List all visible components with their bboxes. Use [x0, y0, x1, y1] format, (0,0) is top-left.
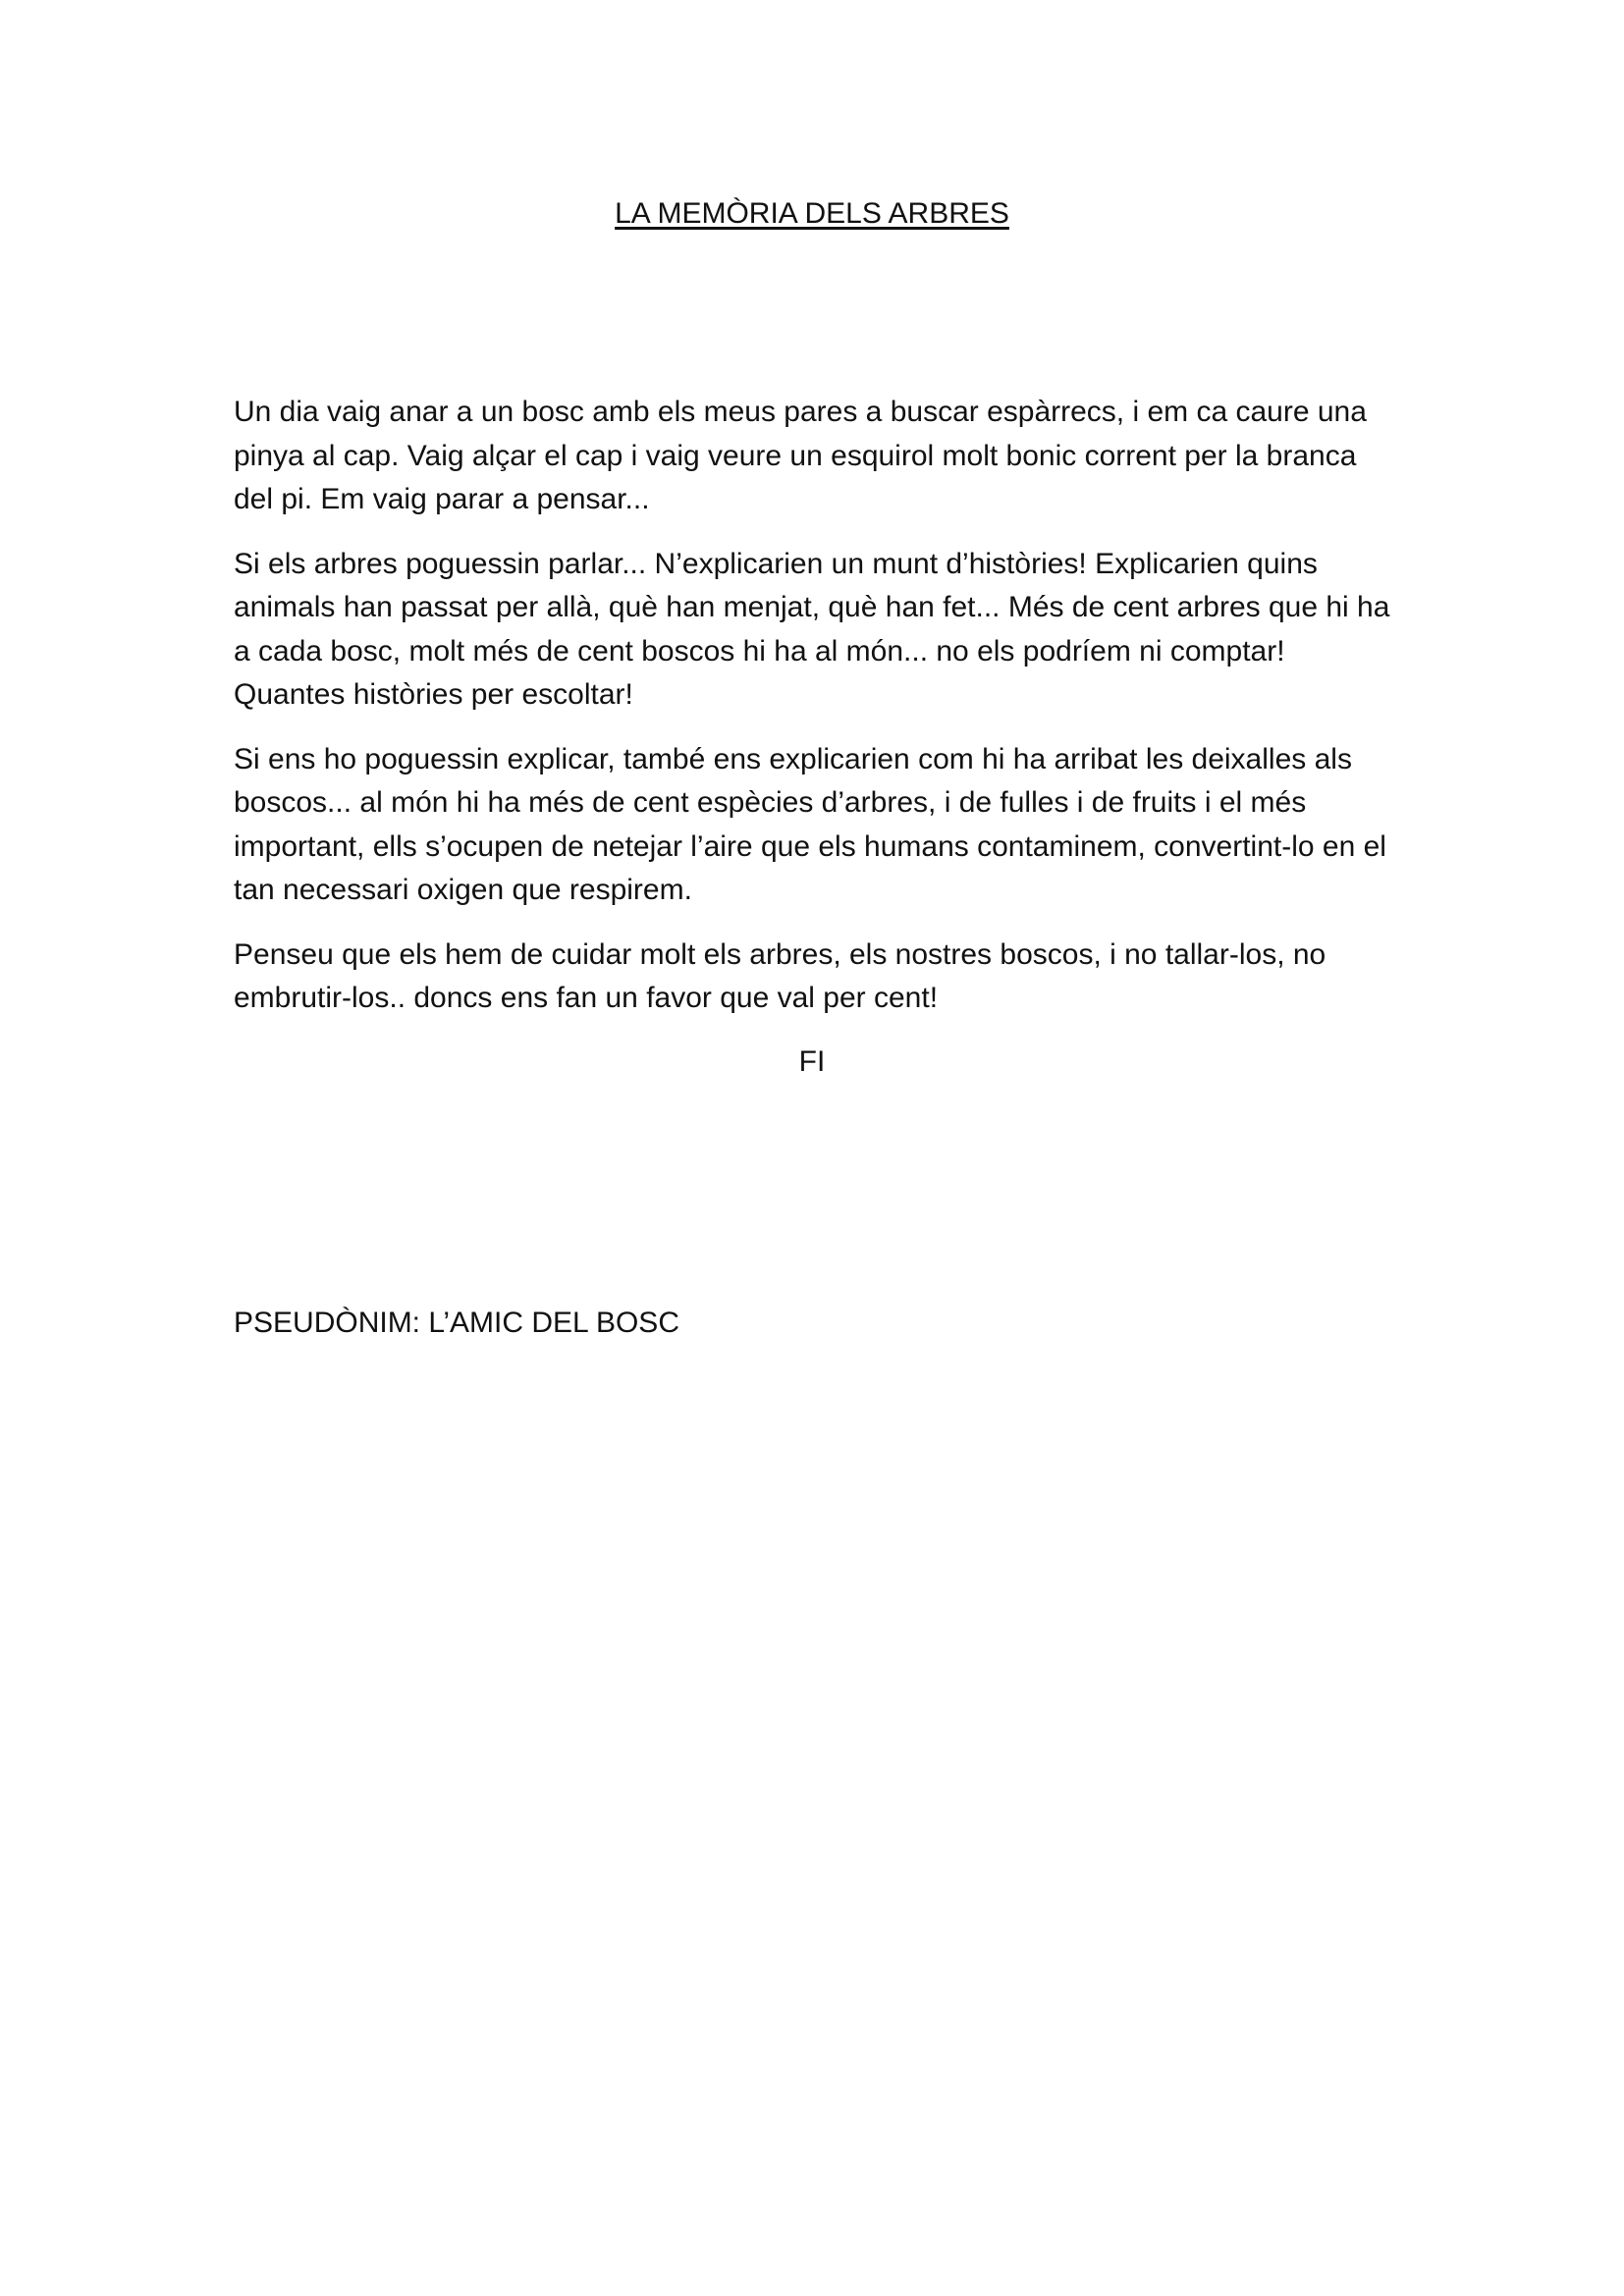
paragraph-1: Un dia vaig anar a un bosc amb els meus pares a buscar espàrrecs, i em ca caure una pinya al cap. Vaig alçar el cap i vaig veure un esquirol molt bonic corrent per la branca del pi. Em vaig parar a pensar...: [234, 396, 1367, 515]
paragraph-3: Si ens ho poguessin explicar, també ens explicarien com hi ha arribat les deixalles als boscos... al món hi ha més de cent espècies d’arbres, i de fulles i de fruits i el més important, ells s’ocupen de netejar l’aire que els humans contaminem, convertint-lo en el tan necessari oxigen que respirem.: [234, 742, 1386, 906]
end-mark: FI: [798, 1045, 826, 1078]
paragraph-2: Si els arbres poguessin parlar... N’explicarien un munt d’històries! Explicarien quins animals han passat per allà, què han menjat, què han fet... Més de cent arbres que hi ha a cada bosc, molt més de cent boscos hi ha al món... no els podríem ni comptar! Quantes històries per escoltar!: [234, 547, 1390, 711]
paragraph-4: Penseu que els hem de cuidar molt els arbres, els nostres boscos, i no tallar-los, no embrutir-los.. doncs ens fan un favor que val per cent!: [234, 937, 1326, 1014]
pseudonym-line: PSEUDÒNIM: L’AMIC DEL BOSC: [234, 1307, 679, 1339]
document-title: LA MEMÒRIA DELS ARBRES: [615, 197, 1009, 230]
document-body: [234, 391, 1402, 1041]
